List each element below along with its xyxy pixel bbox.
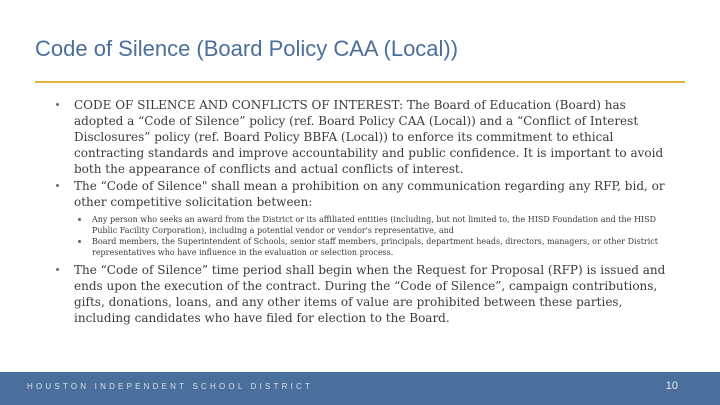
bullet-text: The “Code of Silence" shall mean a prohibition on any communication regarding any RFP, bid, or other competitive solicitation between: — [74, 179, 665, 209]
sub-bullet-list — [56, 214, 676, 258]
sub-bullet-item — [56, 236, 676, 258]
footer-organization: HOUSTON INDEPENDENT SCHOOL DISTRICT — [27, 382, 314, 391]
bullet-dot — [56, 103, 59, 106]
bullet-dot — [56, 268, 59, 271]
sub-bullet-item — [56, 214, 676, 236]
bullet-text: CODE OF SILENCE AND CONFLICTS OF INTEREST: The Board of Education (Board) has adopted a “Code of Silence” policy (ref. Board Policy CAA (Local)) and a “Conflict of Interest Disclosures” policy (ref. Board Policy BBFA (Local)) to enforce its commitment to ethical contracting standards and improve accountability and public confidence. It is important to avoid both the appearance of conflicts and actual conflicts of interest. — [74, 98, 664, 176]
bullet-dot — [56, 184, 59, 187]
bullet-item — [56, 262, 676, 326]
slide-content — [56, 97, 676, 326]
footer-bar — [0, 372, 720, 405]
bullet-item — [56, 97, 676, 177]
page-number: 10 — [665, 380, 678, 392]
page-title: Code of Silence (Board Policy CAA (Local)) — [35, 36, 459, 61]
bullet-text: The “Code of Silence” time period shall begin when the Request for Proposal (RFP) is issued and ends upon the execution of the contract. During the “Code of Silence”, campaign contributions, gifts, donations, loans, and any other items of value are prohibited between these parties, including candidates who have filed for election to the Board. — [74, 263, 666, 325]
sub-bullet-dot — [78, 240, 81, 243]
sub-bullet-text: Any person who seeks an award from the District or its affiliated entities (including, but not limited to, the HISD Foundation and the HISD Public Facility Corporation), including a potential vendor or vendor's representative, and — [92, 215, 656, 235]
title-divider — [35, 81, 685, 83]
bullet-item — [56, 178, 676, 210]
sub-bullet-dot — [78, 218, 81, 221]
sub-bullet-text: Board members, the Superintendent of Schools, senior staff members, principals, department heads, directors, managers, or other District representatives who have influence in the evaluation or selection process. — [92, 237, 658, 257]
